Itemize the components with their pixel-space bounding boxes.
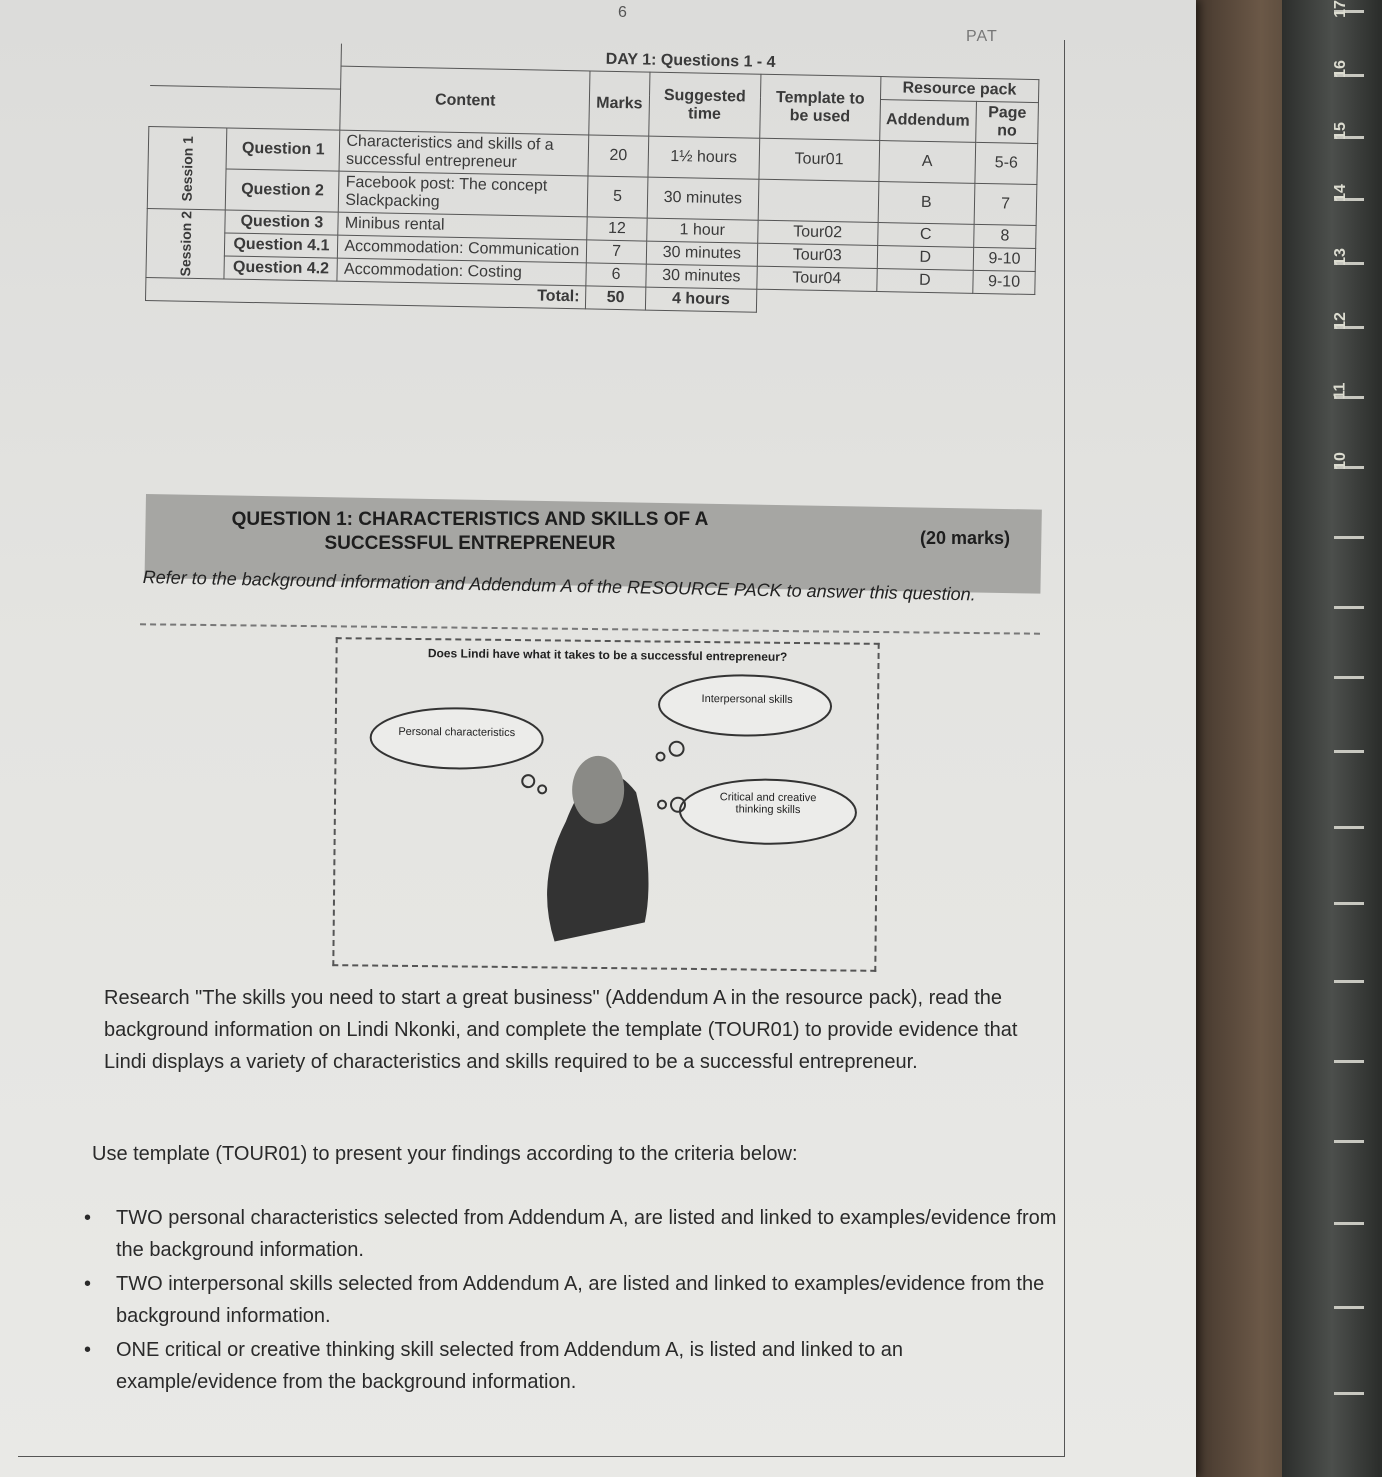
bullet-icon: • bbox=[84, 1207, 92, 1229]
question-title-line2: SUCCESSFUL ENTREPRENEUR bbox=[324, 533, 616, 554]
list-item bbox=[80, 1268, 1060, 1332]
session-label: Session 1 bbox=[147, 126, 227, 209]
document-code: PAT bbox=[966, 28, 998, 45]
ruler-tick bbox=[1334, 980, 1364, 983]
ruler-number: 10 bbox=[1331, 452, 1349, 470]
template-cell: Tour01 bbox=[759, 138, 879, 181]
header-content: Content bbox=[340, 66, 590, 135]
bullet-icon: • bbox=[84, 1273, 92, 1295]
marks-cell: 6 bbox=[586, 263, 646, 287]
template-cell: Tour04 bbox=[757, 266, 877, 291]
list-item bbox=[80, 1202, 1060, 1266]
time-cell: 1 hour bbox=[646, 218, 758, 243]
criteria-list bbox=[80, 1202, 1060, 1400]
ruler-number: 13 bbox=[1331, 248, 1349, 266]
ruler-number: 14 bbox=[1331, 184, 1349, 202]
page-cell: 8 bbox=[974, 224, 1036, 248]
addendum-cell: D bbox=[876, 268, 973, 293]
ruler-number: 17 bbox=[1331, 0, 1349, 18]
ruler-tick bbox=[1334, 1140, 1364, 1143]
research-paragraph: Research "The skills you need to start a great business" (Addendum A in the resource pack), read the background information on Lindi Nkonki, and complete the template (TOUR01) to provide evidence that Lindi displays a variety of characteristics and skills required to be a successful entrepreneur. bbox=[104, 987, 1018, 1073]
header-marks: Marks bbox=[589, 71, 649, 136]
page-cell: 7 bbox=[974, 183, 1037, 225]
table-corner bbox=[150, 40, 342, 89]
day-title: DAY 1: Questions 1 - 4 bbox=[605, 50, 776, 72]
ruler bbox=[1282, 0, 1382, 1477]
addendum-cell: D bbox=[877, 245, 974, 270]
ruler-number: 12 bbox=[1331, 312, 1349, 330]
ruler-tick bbox=[1334, 750, 1364, 753]
ruler-number: 11 bbox=[1331, 382, 1349, 400]
criteria-text: ONE critical or creative thinking skill selected from Addendum A, is listed and linked to an example/evidence from the background information. bbox=[116, 1339, 904, 1393]
addendum-cell: B bbox=[878, 182, 975, 225]
list-item bbox=[80, 1334, 1060, 1398]
header-time: Suggested time bbox=[648, 72, 761, 138]
use-template-instruction: Use template (TOUR01) to present your findings according to the criteria below: bbox=[92, 1143, 798, 1165]
thought-bubble bbox=[522, 775, 534, 787]
ruler-tick bbox=[1334, 1222, 1364, 1225]
spacer bbox=[149, 86, 341, 131]
schedule-table bbox=[145, 40, 1040, 318]
ruler-tick bbox=[1334, 676, 1364, 679]
illustration-caption: Does Lindi have what it takes to be a successful entrepreneur? bbox=[427, 646, 788, 664]
total-marks: 50 bbox=[586, 286, 646, 310]
content-cell: Accommodation: Communication bbox=[338, 235, 587, 263]
criteria-text: TWO interpersonal skills selected from Addendum A, are listed and linked to examples/evidence from the background information. bbox=[116, 1273, 1045, 1327]
time-cell: 30 minutes bbox=[646, 241, 758, 266]
question-cell: Question 4.2 bbox=[224, 256, 337, 281]
question-cell: Question 4.1 bbox=[225, 233, 338, 258]
ruler-tick bbox=[1334, 606, 1364, 609]
thought-bubble bbox=[656, 753, 664, 761]
content-cell: Accommodation: Costing bbox=[337, 258, 586, 286]
content-cell: Facebook post: The concept Slackpacking bbox=[339, 171, 589, 217]
refer-instruction: Refer to the background information and Addendum A of the RESOURCE PACK to answer this question. bbox=[142, 566, 976, 605]
thought-bubble bbox=[658, 801, 666, 809]
label-critical: Critical and creative thinking skills bbox=[719, 791, 817, 817]
question-cell: Question 2 bbox=[226, 169, 340, 212]
total-label: Total: bbox=[145, 277, 586, 308]
session-label: Session 2 bbox=[146, 208, 226, 278]
criteria-text: TWO personal characteristics selected from Addendum A, are listed and linked to examples/evidence from the background information. bbox=[116, 1207, 1057, 1261]
question-title bbox=[150, 508, 790, 556]
header-template: Template to be used bbox=[760, 74, 881, 140]
template-cell: Tour03 bbox=[757, 243, 877, 268]
marks-cell: 12 bbox=[587, 217, 647, 241]
addendum-cell: A bbox=[878, 141, 975, 184]
time-cell: 1½ hours bbox=[648, 136, 760, 179]
label-interpersonal: Interpersonal skills bbox=[701, 692, 793, 706]
ruler-number: 16 bbox=[1331, 60, 1349, 78]
template-cell bbox=[758, 179, 878, 222]
addendum-cell: C bbox=[877, 223, 974, 248]
time-cell: 30 minutes bbox=[645, 264, 757, 289]
illustration bbox=[332, 637, 879, 972]
total-time: 4 hours bbox=[645, 287, 757, 312]
template-cell: Tour02 bbox=[758, 220, 878, 245]
label-personal: Personal characteristics bbox=[398, 725, 516, 740]
question-cell: Question 3 bbox=[225, 210, 338, 235]
ruler-tick bbox=[1334, 1392, 1364, 1395]
page-cell: 9-10 bbox=[973, 270, 1035, 294]
ruler-tick bbox=[1334, 902, 1364, 905]
question-title-line1: QUESTION 1: CHARACTERISTICS AND SKILLS OF A bbox=[231, 509, 709, 530]
total-spacer bbox=[756, 289, 1034, 317]
content-cell: Minibus rental bbox=[338, 212, 587, 240]
thought-bubble bbox=[538, 785, 546, 793]
header-page: Page no bbox=[976, 101, 1039, 143]
bullet-icon: • bbox=[84, 1339, 92, 1361]
marks-cell: 7 bbox=[587, 240, 647, 264]
header-addendum: Addendum bbox=[879, 100, 976, 143]
ruler-tick bbox=[1334, 826, 1364, 829]
header-resource: Resource pack bbox=[880, 77, 1039, 103]
ruler-number: 15 bbox=[1331, 122, 1349, 140]
question-marks: (20 marks) bbox=[920, 528, 1011, 548]
page-number: 6 bbox=[618, 4, 627, 21]
page-cell: 9-10 bbox=[973, 247, 1035, 271]
thought-bubble bbox=[670, 742, 684, 756]
question-cell: Question 1 bbox=[226, 128, 340, 171]
ruler-tick bbox=[1334, 536, 1364, 539]
ruler-tick bbox=[1334, 1060, 1364, 1063]
page-cell: 5-6 bbox=[975, 142, 1038, 184]
marks-cell: 20 bbox=[588, 135, 648, 177]
marks-cell: 5 bbox=[588, 176, 648, 218]
time-cell: 30 minutes bbox=[647, 177, 759, 220]
content-cell: Characteristics and skills of a successful entrepreneur bbox=[339, 130, 589, 176]
ruler-tick bbox=[1334, 1306, 1364, 1309]
